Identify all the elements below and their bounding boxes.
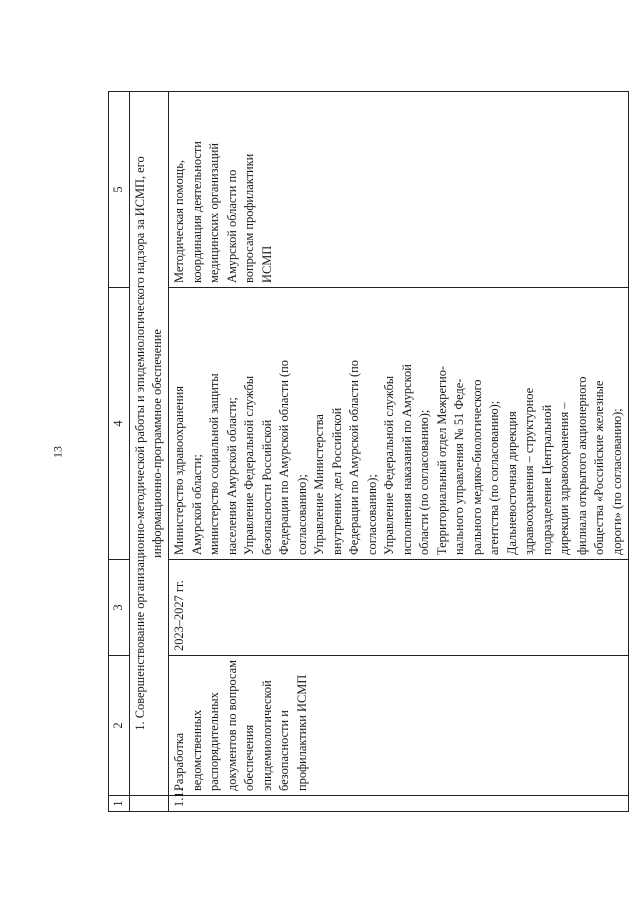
section-row <box>130 92 169 812</box>
section-title-line-2: информационно-программное обеспечение <box>150 329 164 558</box>
executors-line: населения Амурской области; <box>224 397 239 555</box>
executors-line: согласованию); <box>364 474 379 555</box>
executors-line: Министерство здравоохранения <box>172 386 186 555</box>
executors-line: агентства (по согласованию); <box>487 400 501 555</box>
column-number-5: 5 <box>109 92 130 288</box>
activity-line: безопасности и <box>277 710 291 791</box>
activity-line: Разработка <box>172 732 186 791</box>
executors-line: филиала открытого акционерного <box>574 376 589 555</box>
executors-line: дороги» (по согласованию); <box>609 408 624 555</box>
period-text: 2023–2027 гг. <box>172 580 186 651</box>
executors-line: общества «Российские железные <box>592 380 606 555</box>
executors-line: Федерации по Амурской области (по <box>277 359 291 555</box>
executors-line: Дальневосточная дирекция <box>504 411 519 555</box>
column-number-2: 2 <box>109 656 130 796</box>
executors-line: безопасности Российской <box>259 419 274 555</box>
executors-line: Федерации по Амурской области (по <box>347 359 361 555</box>
executors-line: Управление Федеральной службы <box>242 375 256 555</box>
section-title-cell <box>130 92 169 796</box>
column-number-1: 1 <box>109 796 130 812</box>
activity-cell <box>169 656 629 796</box>
row-number-cell <box>169 788 629 812</box>
column-number-3: 3 <box>109 560 130 656</box>
result-cell <box>169 92 629 288</box>
executors-line: Амурской области; <box>189 454 204 555</box>
table-row <box>169 92 629 812</box>
section-number-cell <box>130 796 169 812</box>
executors-line: исполнения наказаний по Амурской <box>399 364 414 555</box>
activity-line: документов по вопросам <box>224 660 239 791</box>
executors-line: Территориальный отдел Межрегио- <box>434 365 449 555</box>
section-title-line-1: 1. Совершенствование организационно-методической работы и эпидемиологического надзора за ИСМП, его <box>133 156 147 731</box>
result-line: вопросам профилактики <box>242 153 256 283</box>
activity-line: обеспечения <box>242 724 256 791</box>
result-line: медицинских организаций <box>207 143 221 283</box>
executors-line: рального медико-биологического <box>469 379 484 555</box>
plan-table <box>108 91 629 812</box>
result-line: координация деятельности <box>189 141 204 283</box>
executors-line: согласованию); <box>294 474 309 555</box>
activity-line: эпидемиологической <box>259 680 274 791</box>
result-line: Методическая помощь, <box>172 160 186 283</box>
executors-line: внутренних дел Российской <box>329 407 344 555</box>
executors-line: здравоохранения – структурное <box>522 387 536 555</box>
row-number: 1.1. <box>172 788 186 807</box>
executors-line: министерство социальной защиты <box>207 373 221 555</box>
executors-line: Управление Министерства <box>312 414 326 555</box>
executors-line: Управление Федеральной службы <box>382 375 396 555</box>
executors-cell <box>169 288 629 560</box>
column-number-4: 4 <box>109 288 130 560</box>
result-line: ИСМП <box>259 245 274 283</box>
column-number-row <box>109 92 130 812</box>
activity-line: профилактики ИСМП <box>294 674 309 791</box>
rotated-table-viewport <box>108 92 624 812</box>
executors-line: подразделение Центральной <box>539 404 554 555</box>
table-wrapper <box>108 92 624 812</box>
activity-line: распорядительных <box>207 692 221 791</box>
executors-line: области (по согласованию); <box>417 409 431 555</box>
executors-line: дирекции здравоохранения – <box>557 402 571 555</box>
result-line: Амурской области по <box>224 169 239 283</box>
executors-line: нального управления № 51 Феде- <box>452 378 466 555</box>
activity-line: ведомственных <box>189 709 204 791</box>
period-cell <box>169 560 629 656</box>
page-number: 13 <box>50 446 65 458</box>
